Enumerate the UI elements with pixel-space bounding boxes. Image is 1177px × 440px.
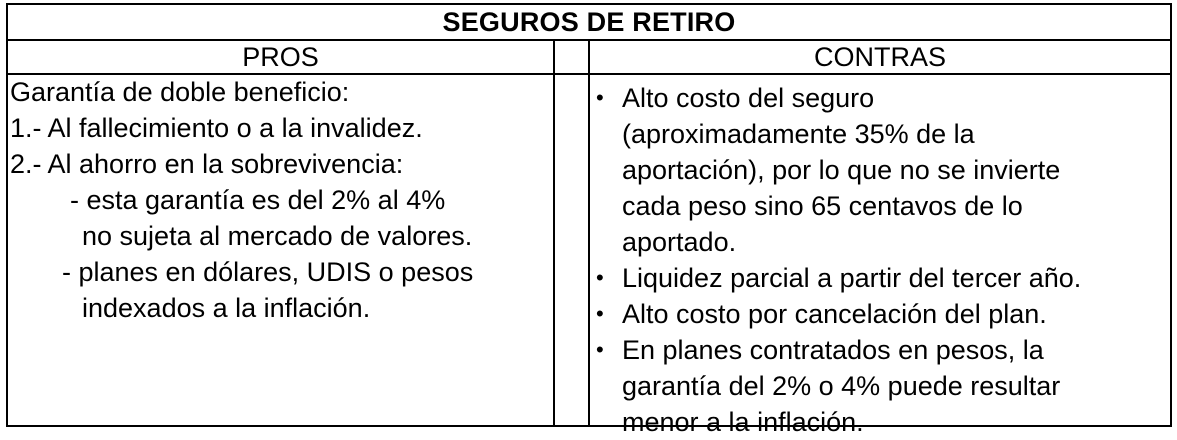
pros-line: indexados a la inflación.: [82, 293, 371, 323]
contras-line: menor a la inflación.: [622, 407, 864, 437]
table-title: SEGUROS DE RETIRO: [442, 6, 736, 37]
contras-line: Liquidez parcial a partir del tercer año.: [622, 263, 1082, 293]
pros-line: no sujeta al mercado de valores.: [82, 221, 473, 251]
contras-list-item: [590, 332, 1155, 440]
pros-line: 2.- Al ahorro en la sobrevivencia:: [10, 149, 404, 179]
contras-line: Alto costo por cancelación del plan.: [622, 299, 1047, 329]
bullet-icon: •: [596, 265, 604, 290]
contras-line: aportación), por lo que no se invierte: [622, 155, 1061, 185]
contras-list-item: [590, 296, 1155, 332]
column-divider-left: [553, 39, 555, 425]
contras-list-item: [590, 260, 1155, 296]
bullet-icon: •: [596, 337, 604, 362]
contras-line: En planes contratados en pesos, la: [622, 335, 1044, 365]
bullet-icon: •: [596, 85, 604, 110]
pros-line: 1.- Al fallecimiento o a la invalidez.: [10, 113, 423, 143]
pros-line: - esta garantía es del 2% al 4%: [70, 185, 446, 215]
contras-line: Alto costo del seguro: [622, 83, 875, 113]
contras-header: CONTRAS: [813, 41, 946, 72]
pros-line: Garantía de doble beneficio:: [10, 77, 350, 107]
contras-list-item: [590, 80, 1155, 260]
pros-header: PROS: [242, 41, 319, 72]
contras-line: garantía del 2% o 4% puede resultar: [622, 371, 1061, 401]
pros-cell: [10, 74, 540, 326]
contras-cell: [590, 80, 1155, 440]
contras-line: (aproximadamente 35% de la: [622, 119, 975, 149]
contras-line: aportado.: [622, 227, 737, 257]
pros-line: - planes en dólares, UDIS o pesos: [62, 257, 474, 287]
bullet-icon: •: [596, 301, 604, 326]
contras-line: cada peso sino 65 centavos de lo: [622, 191, 1023, 221]
